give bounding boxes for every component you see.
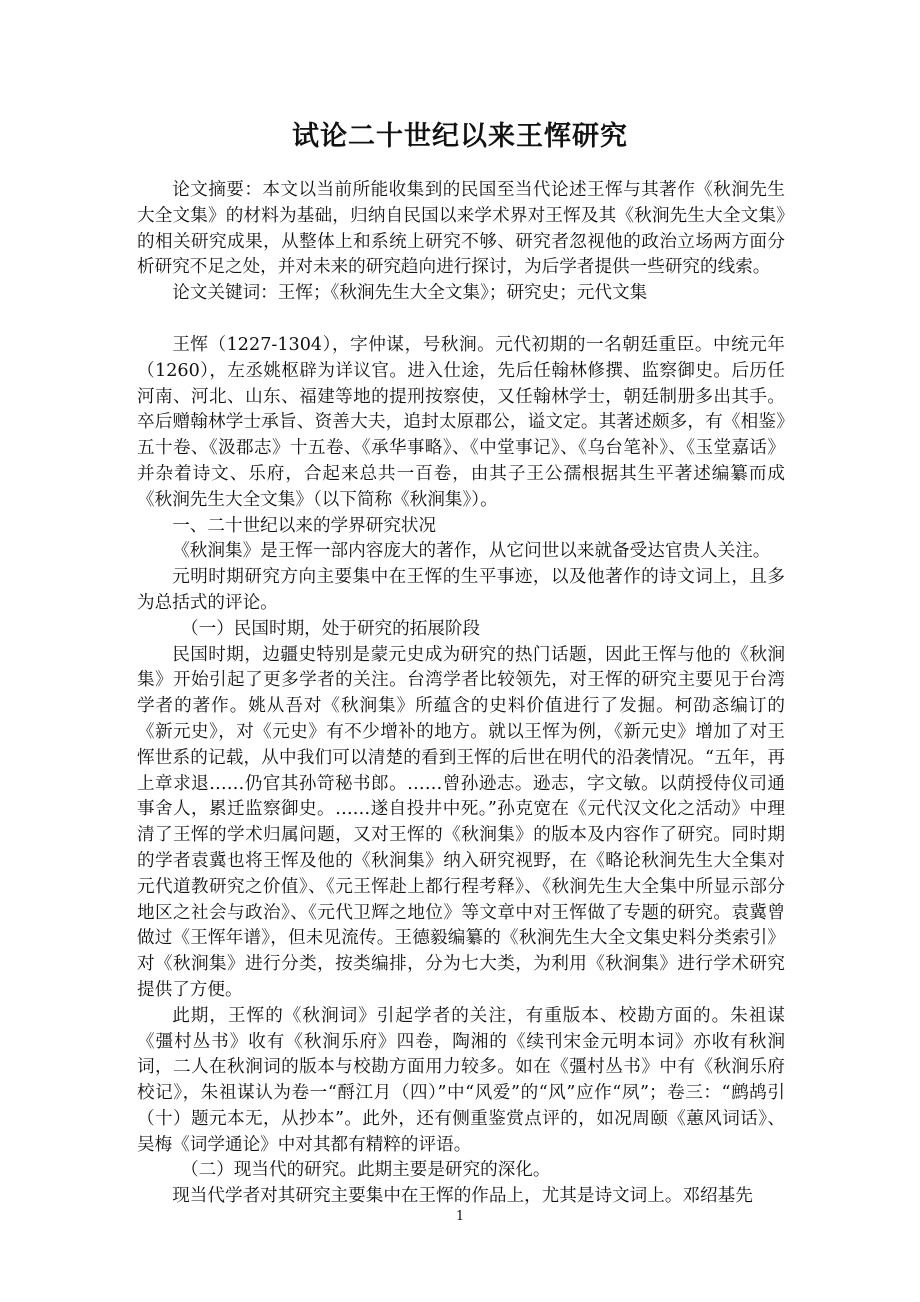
page-number: 1 [455, 1209, 465, 1224]
body-paragraph: 此期，王恽的《秋涧词》引起学者的关注，有重版本、校勘方面的。朱祖谋《彊村丛书》收有《秋涧乐府》四卷，陶湘的《续刊宋金元明本词》亦收有秋涧词，二人在秋涧词的版本与校勘方面用力较多。如在《彊村丛书》中有《秋涧乐府校记》，朱祖谋认为卷一“酹江月（四）”中“风爱”的“风”应作“夙”；卷三：“鹧鸪引（十）题元本无，从抄本”。此外，还有侧重鉴赏点评的，如况周颐《蕙风词话》、吴梅《词学通论》中对其都有精粹的评语。 [137, 1005, 785, 1155]
subsection-heading-2: （二）现当代的研究。此期主要是研究的深化。 [181, 1160, 551, 1181]
abstract-paragraph: 论文摘要：本文以当前所能收集到的民国至当代论述王恽与其著作《秋涧先生大全文集》的材料为基础，归纳自民国以来学术界对王恽及其《秋涧先生大全文集》的相关研究成果，从整体上和系统上研究不够、研究者忽视他的政治立场两方面分析研究不足之处，并对未来的研究趋向进行探讨，为后学者提供一些研究的线索。 [137, 180, 785, 278]
intro-paragraph: 王恽（1227-1304），字仲谋，号秋涧。元代初期的一名朝廷重臣。中统元年（1260），左丞姚枢辟为详议官。进入仕途，先后任翰林修撰、监察御史。后历任河南、河北、山东、福建等地的提刑按察使，又任翰林学士，朝廷制册多出其手。卒后赠翰林学士承旨、资善大夫，追封太原郡公，谥文定。其著述颇多，有《相鉴》五十卷、《汲郡志》十五卷、《承华事略》、《中堂事记》、《乌台笔补》、《玉堂嘉话》并杂着诗文、乐府，合起来总共一百卷，由其子王公孺根据其生平著述编纂而成《秋涧先生大全文集》（以下简称《秋涧集》）。 [137, 334, 785, 510]
body-paragraph: 现当代学者对其研究主要集中在王恽的作品上，尤其是诗文词上。邓绍基先 [172, 1186, 753, 1207]
subsection-heading-1: （一）民国时期，处于研究的拓展阶段 [181, 618, 481, 639]
body-paragraph: 元明时期研究方向主要集中在王恽的生平事迹，以及他著作的诗文词上，且多为总括式的评论。 [137, 567, 785, 613]
keywords-paragraph: 论文关键词：王恽；《秋涧先生大全文集》；研究史；元代文集 [172, 283, 648, 304]
body-paragraph: 《秋涧集》是王恽一部内容庞大的著作，从它问世以来就备受达官贵人关注。 [172, 541, 771, 562]
body-paragraph: 民国时期，边疆史特别是蒙元史成为研究的热门话题，因此王恽与他的《秋涧集》开始引起了更多学者的关注。台湾学者比较领先，对王恽的研究主要见于台湾学者的著作。姚从吾对《秋涧集》所蕴含的史料价值进行了发掘。柯劭忞编订的《新元史》，对《元史》有不少增补的地方。就以王恽为例，《新元史》增加了对王恽世系的记载，从中我们可以清楚的看到王恽的后世在明代的沿袭情况。“五年，再上章求退……仍官其孙笴秘书郎。……曾孙逊志。逊志，字文敏。以荫授侍仪司通事舍人，累迁监察御史。……遂自投井中死。”孙克宽在《元代汉文化之活动》中理清了王恽的学术归属问题，又对王恽的《秋涧集》的版本及内容作了研究。同时期的学者袁冀也将王恽及他的《秋涧集》纳入研究视野，在《略论秋涧先生大全集对元代道教研究之价值》、《元王恽赴上都行程考释》、《秋涧先生大全集中所显示部分地区之社会与政治》、《元代卫辉之地位》等文章中对王恽做了专题的研究。袁冀曾做过《王恽年谱》，但未见流传。王德毅编纂的《秋涧先生大全文集史料分类索引》对《秋涧集》进行分类，按类编排，分为七大类，为利用《秋涧集》进行学术研究提供了方便。 [137, 644, 785, 1000]
section-heading-1: 一、二十世纪以来的学界研究状况 [172, 515, 437, 536]
document-body [137, 178, 785, 1210]
document-title: 试论二十世纪以来王恽研究 [292, 121, 628, 152]
